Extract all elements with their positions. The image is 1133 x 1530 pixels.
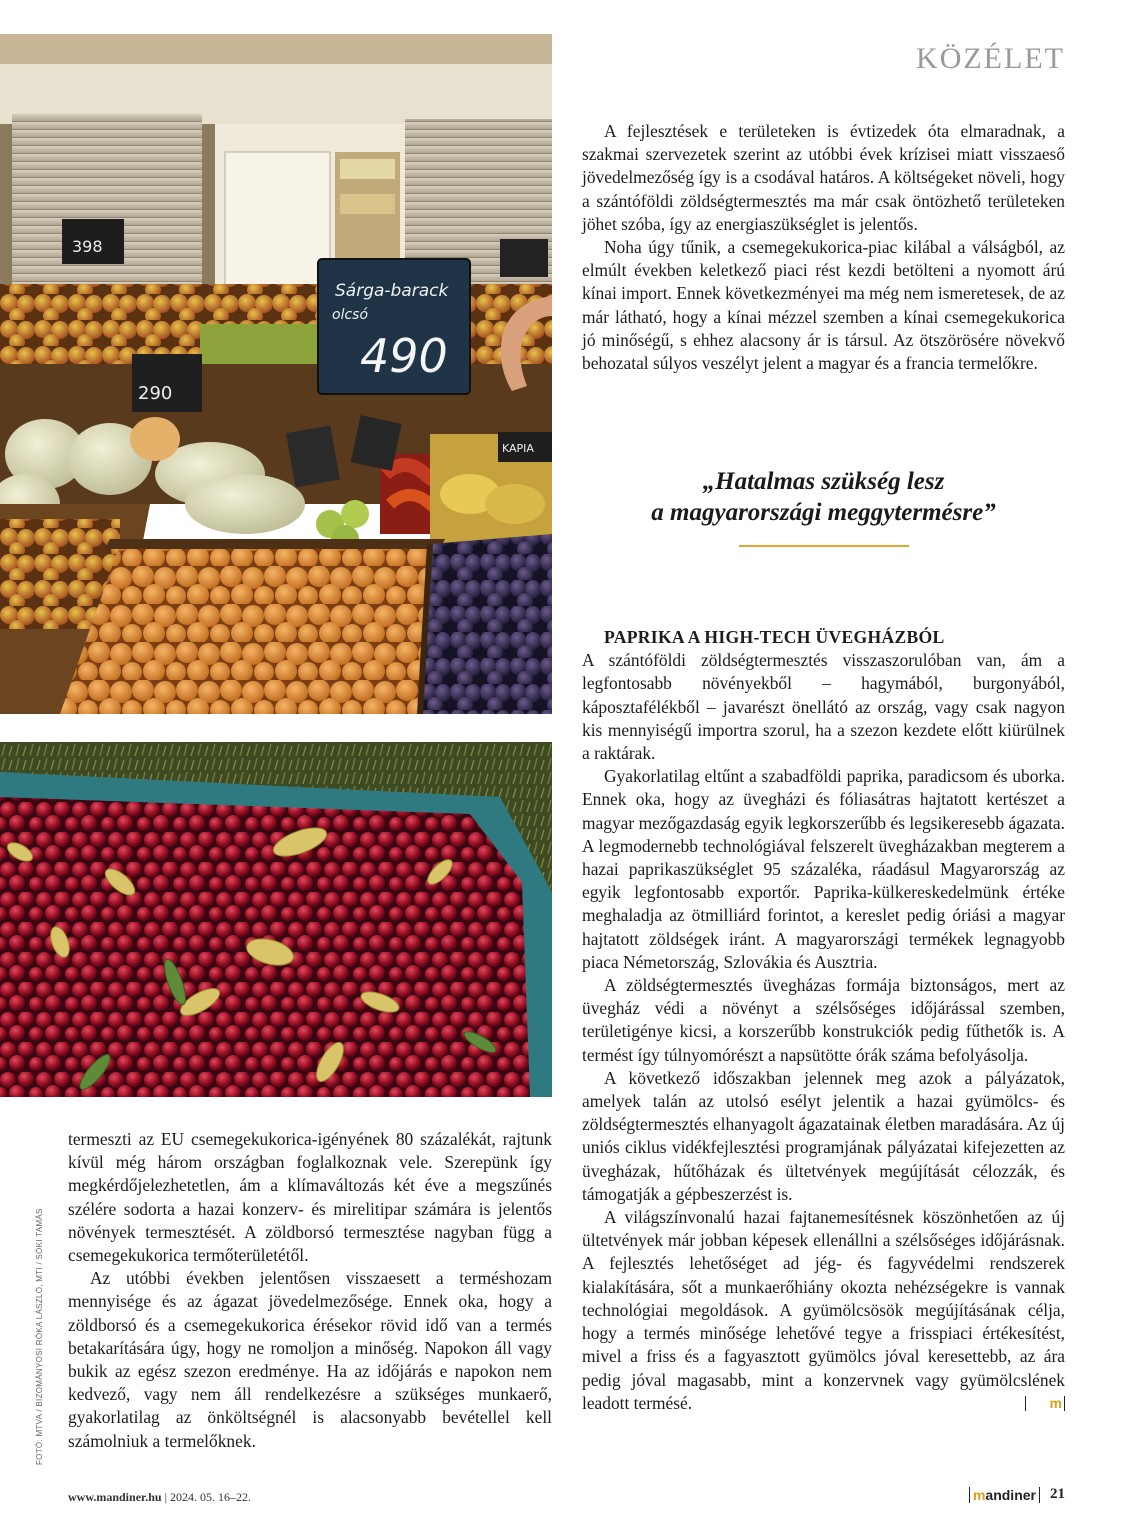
photo-credit: FOTÓ: MTVA / BIZOMÁNYOSI RÓKA LÁSZLÓ, MTI / SÓKI TAMÁS — [35, 1208, 44, 1465]
pull-quote-line-1: „Hatalmas szükség lesz — [702, 468, 945, 495]
footer-left: www.mandiner.hu | 2024. 05. 16–22. — [68, 1490, 251, 1504]
paragraph-text: A világszínvonalú hazai fajtanemesítésnek köszönhetően az új ültetvények már jobban képesek ellenállni a szélsőséges időjárásnak. A fejlesztés lehetőséget ad jég- és fagyvédelmi rendszerek kialakítására, sőt a munkaerőhiány okozta nehézségekre is vannak technológiai megoldások. A gyümölcsösök megújításának célja, hogy a termés minősége lehetővé tegye a frisspiaci értékesítést, mivel a friss és a fagyasztott gyümölcs jóval keresettebb, az ára pedig jóval magasabb, mint a konzervnek vagy gyümölcslének leadott termésé. — [582, 1207, 1065, 1413]
paragraph — [582, 1206, 1065, 1415]
footer-url[interactable]: www.mandiner.hu — [68, 1490, 162, 1504]
market-sign-line1: Sárga-barack — [335, 281, 449, 301]
article-column-left-bottom — [68, 1128, 552, 1453]
pull-quote — [582, 466, 1065, 528]
article-column-right-top — [582, 120, 1065, 375]
paragraph: A szántóföldi zöldségtermesztés visszaszorulóban van, ám a legfontosabb növényekből – hagymából, burgonyából, káposztafélékből – javarészt önellátó az ország, vagy csak nagyon kis mennyiségű importra szorul, ha a szezon kezdete előtt kiürülnek a raktárak. — [582, 650, 1065, 764]
paragraph: A zöldségtermesztés üvegházas formája biztonságos, mert az üvegház védi a növényt a szélsőséges időjárással szemben, területigénye kicsi, a korszerűbb konstrukciók pedig fűthetők is. A termést így túlnyomórészt a napsütötte órák száma befolyásolja. — [582, 975, 1065, 1065]
paragraph: Noha úgy tűnik, a csemegekukorica-piac kilábal a válságból, az elmúlt években keletkező piaci rést kezdi betölteni a nyomott árú kínai import. Ennek következményei ma még nem ismeretesek, de az már látható, hogy a kínai mézzel szemben a kínai csemegekukorica jó minőségű, s ehhez alacsony ár is társul. Az ötszörösére növekvő behozatal súlyos veszélyt jelent a magyar és a francia termelőkre. — [582, 237, 1065, 374]
page-number: 21 — [1050, 1486, 1065, 1502]
article-column-right-bottom — [582, 626, 1065, 1415]
market-sign-price: 490 — [360, 329, 448, 383]
brand-logo: mandiner — [969, 1487, 1040, 1503]
market-sign-small-1: 398 — [72, 237, 103, 256]
section-subheading: PAPRIKA A HIGH-TECH ÜVEGHÁZBÓL — [604, 627, 945, 647]
cherries-photo — [0, 742, 552, 1097]
pull-quote-line-2: a magyarországi meggytermésre” — [651, 499, 996, 526]
paragraph: Gyakorlatilag eltűnt a szabadföldi paprika, paradicsom és uborka. Ennek oka, hogy az üvegházi és fóliasátras hajtatott kertészet a magyar mezőgazdaság egyik legkorszerűbb és legsikeresebb ágazata. A legmodernebb technológiával felszerelt üvegházakban megterem a hazai paprikaszükséglet 95 százaléka, ráadásul Magyarország az egyik legfontosabb exportőr. Paprika-külkereskedelmünk értéke meghaladja az ötmilliárd forintot, a kereslet pedig óriási a magyar hajtatott zöldségek iránt. A magyarországi termékek legnagyobb piaca Németország, Szlovákia és Ausztria. — [582, 766, 1065, 972]
paragraph: A fejlesztések e területeken is évtizedek óta elmaradnak, a szakmai szervezetek szerint az utóbbi évek krízisei miatt visszaeső jövedelmezőség így is a csodával határos. A költségeket növeli, hogy a szántóföldi zöldségtermesztés ma már csak öntözhető területeken jöhet szóba, így az energiaszükséglet is jelentős. — [582, 121, 1065, 234]
market-photo — [0, 34, 552, 714]
market-sign-small-3: KAPIA — [502, 442, 534, 455]
market-sign-small-2: 290 — [138, 383, 173, 404]
pull-quote-rule — [739, 545, 909, 547]
section-label: KÖZÉLET — [916, 42, 1065, 75]
footer-date: 2024. 05. 16–22. — [170, 1490, 251, 1504]
paragraph: Az utóbbi években jelentősen visszaesett a terméshozam mennyisége és az ágazat jövedelmezősége. Ennek oka, hogy a zöldborsó és a csemegekukorica érésekor rövid idő van a termés betakarítására úgy, hogy ne romoljon a minőség. Napokon áll vagy bukik az egész szezon eredménye. Ha az időjárás e napokon nem kedvező, vagy nem áll rendelkezésre a szükséges munkaerő, gyakorlatilag az önköltségnél is alacsonyabb bevétellel kell számolniuk a termelőknek. — [68, 1268, 552, 1451]
footer-right — [969, 1486, 1065, 1503]
end-of-article-mark: m — [1025, 1396, 1065, 1411]
paragraph: termeszti az EU csemegekukorica-igényének 80 százalékát, rajtunk kívül még három országban foglalkoznak vele. Szerepünk így megkérdőjelezhetetlen, ám a klímaváltozás két éve a megszűnés szélére sodorta a hazai konzerv- és mirelitipar számára is jelentős növények termesztését. A zöldborsó termesztése nagyban függ a csemegekukorica termőterületétől. — [68, 1129, 552, 1266]
paragraph: A következő időszakban jelennek meg azok a pályázatok, amelyek talán az utolsó esélyt jelentik a hazai gyümölcs- és zöldségtermesztés elhanyagolt ágazatainak életben maradására. Az új uniós ciklus vidékfejlesztési programjának pályázatai kifejezetten az üvegházak, hűtőházak és ültetvények megújítását célozzák, és támogatják a gépbeszerzést is. — [582, 1067, 1065, 1204]
market-sign-line2: olcsó — [332, 307, 369, 323]
